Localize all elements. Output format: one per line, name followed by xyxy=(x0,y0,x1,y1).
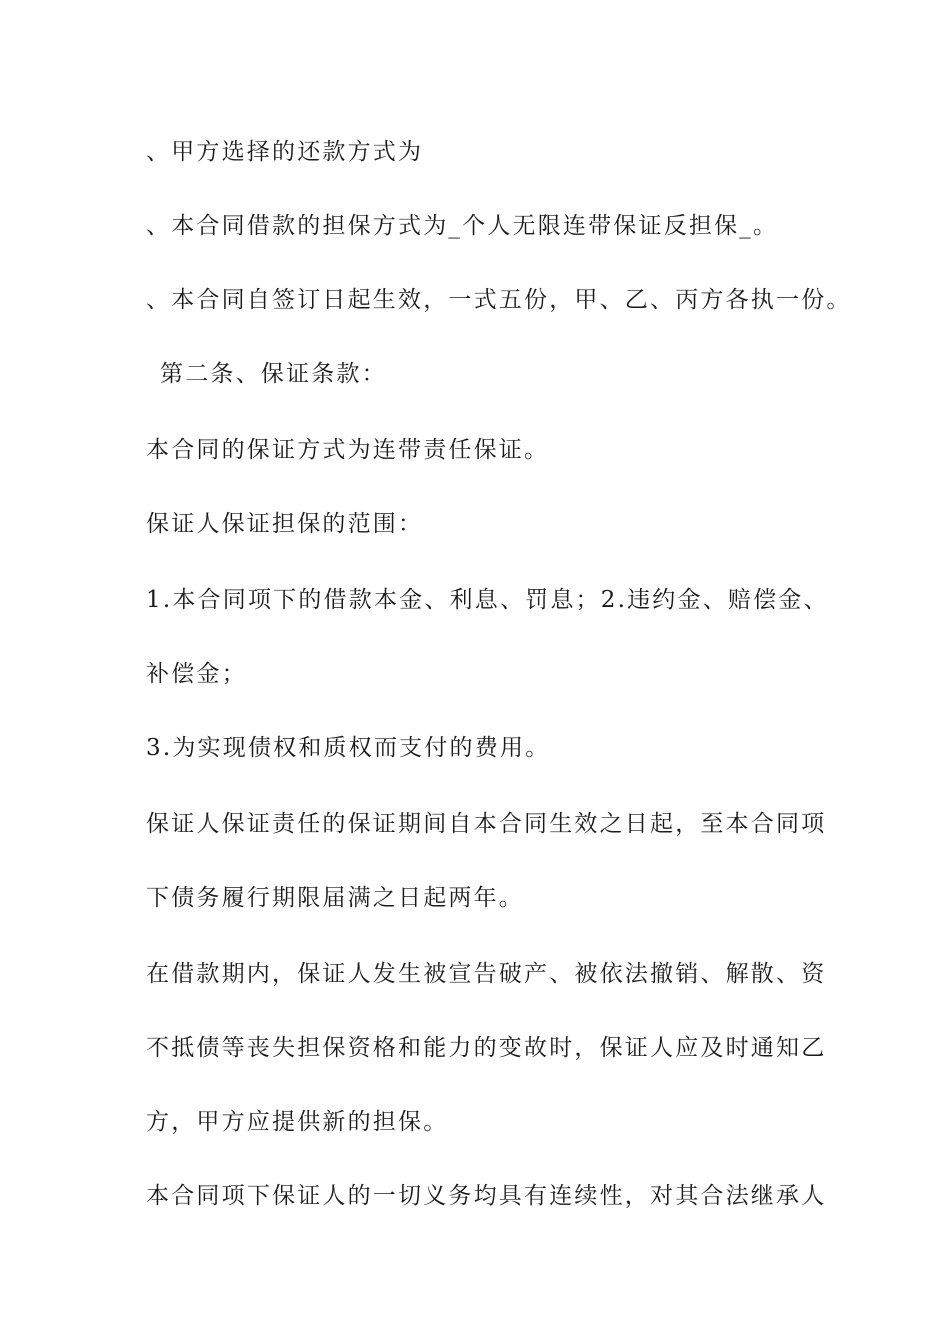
text-line-scope-item-2-cont: 补偿金； xyxy=(146,661,247,687)
text-line-guarantee-method: 、本合同借款的担保方式为_个人无限连带保证反担保_。 xyxy=(146,213,779,239)
text-line-guarantee-scope: 保证人保证担保的范围： xyxy=(146,511,424,537)
text-line-obligation-continuity: 本合同项下保证人的一切义务均具有连续性，对其合法继承人 xyxy=(146,1183,827,1209)
text-line-scope-item-1-2: 1.本合同项下的借款本金、利息、罚息；2.违约金、赔偿金、 xyxy=(146,587,829,613)
text-line-effective-date: 、本合同自签订日起生效，一式五份，甲、乙、丙方各执一份。 xyxy=(146,287,852,313)
text-line-guarantee-type: 本合同的保证方式为连带责任保证。 xyxy=(146,437,550,463)
text-line-scope-item-3: 3.为实现债权和质权而支付的费用。 xyxy=(146,735,551,761)
text-line-guarantee-period-cont: 下债务履行期限届满之日起两年。 xyxy=(146,885,524,911)
text-line-new-guarantee: 方，甲方应提供新的担保。 xyxy=(146,1109,449,1135)
text-line-repayment-method: 、甲方选择的还款方式为 xyxy=(146,139,424,165)
text-line-guarantor-change-cont: 不抵债等丧失担保资格和能力的变故时，保证人应及时通知乙 xyxy=(146,1035,827,1061)
text-line-guarantor-change: 在借款期内，保证人发生被宣告破产、被依法撤销、解散、资 xyxy=(146,961,827,987)
section-heading-guarantee-terms: 第二条、保证条款： xyxy=(160,361,387,387)
text-line-guarantee-period: 保证人保证责任的保证期间自本合同生效之日起，至本合同项 xyxy=(146,811,827,837)
